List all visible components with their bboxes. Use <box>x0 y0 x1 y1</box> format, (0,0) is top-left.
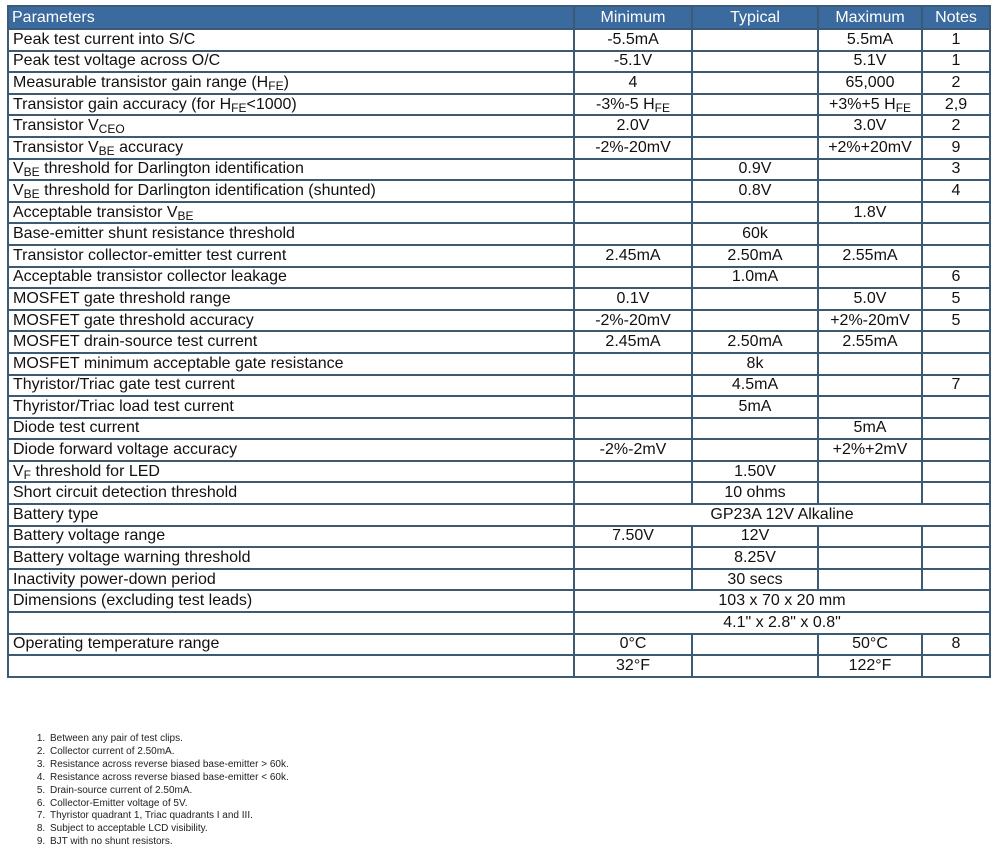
notes-cell: 5 <box>922 288 990 310</box>
parameter-cell <box>8 547 574 569</box>
cell-text: <1000) <box>246 95 297 113</box>
parameter-cell <box>8 569 574 591</box>
cell-text: 0.9V <box>738 160 772 178</box>
cell-text: Transistor V <box>13 138 99 156</box>
cell-text: Peak test voltage across O/C <box>13 52 221 70</box>
max-cell <box>818 137 922 159</box>
cell-text: MOSFET gate threshold range <box>13 289 231 307</box>
cell-text: 60k <box>742 225 768 243</box>
notes-cell <box>922 223 990 245</box>
min-cell <box>574 202 692 224</box>
cell-text: V <box>13 462 24 480</box>
max-cell <box>818 353 922 375</box>
typ-cell <box>692 115 818 137</box>
header-notes: Notes <box>922 6 990 29</box>
max-cell <box>818 396 922 418</box>
cell-text: 2.50mA <box>727 246 783 264</box>
subscript: FE <box>895 100 912 115</box>
cell-text: 1.0mA <box>731 268 779 286</box>
table-row <box>8 115 990 137</box>
header-parameters: Parameters <box>8 6 574 29</box>
min-cell <box>574 353 692 375</box>
notes-cell: 9 <box>922 137 990 159</box>
typ-cell <box>692 202 818 224</box>
cell-text: Acceptable transistor V <box>13 203 178 221</box>
table-row <box>8 137 990 159</box>
cell-text: ) <box>283 73 289 91</box>
notes-cell <box>922 569 990 591</box>
parameter-cell <box>8 482 574 504</box>
typ-cell <box>692 29 818 51</box>
min-cell <box>574 526 692 548</box>
cell-text: Transistor V <box>13 117 99 135</box>
min-cell <box>574 634 692 656</box>
notes-cell <box>922 461 990 483</box>
cell-text: -5.5mA <box>607 30 659 48</box>
max-cell <box>818 115 922 137</box>
cell-text: accuracy <box>114 138 184 156</box>
cell-text: Measurable transistor gain range (H <box>13 73 269 91</box>
cell-text: 2.0V <box>616 117 650 135</box>
footnote: 7. Thyristor quadrant 1, Triac quadrants I and III. <box>48 810 289 823</box>
subscript: BE <box>23 165 40 180</box>
parameter-cell <box>8 180 574 202</box>
typ-cell <box>692 94 818 116</box>
table-row <box>8 461 990 483</box>
notes-cell: 5 <box>922 310 990 332</box>
header-maximum: Maximum <box>818 6 922 29</box>
cell-text: Diode forward voltage accuracy <box>13 441 238 459</box>
min-cell <box>574 72 692 94</box>
table-row <box>8 202 990 224</box>
min-cell <box>574 569 692 591</box>
max-cell <box>818 655 922 677</box>
cell-text: MOSFET drain-source test current <box>13 333 258 351</box>
max-cell <box>818 310 922 332</box>
notes-cell <box>922 439 990 461</box>
max-cell <box>818 202 922 224</box>
cell-text: Short circuit detection threshold <box>13 484 238 502</box>
typ-cell <box>692 245 818 267</box>
cell-text: 5mA <box>853 419 887 437</box>
notes-cell <box>922 202 990 224</box>
cell-text: 2.55mA <box>842 246 898 264</box>
table-row <box>8 418 990 440</box>
typ-cell <box>692 482 818 504</box>
header-row <box>8 6 990 29</box>
max-cell <box>818 375 922 397</box>
table-row <box>8 29 990 51</box>
value-cell: GP23A 12V Alkaline <box>574 504 990 526</box>
parameter-cell <box>8 223 574 245</box>
max-cell <box>818 180 922 202</box>
cell-text: +2%+2mV <box>832 441 908 459</box>
table-row <box>8 439 990 461</box>
notes-cell <box>922 353 990 375</box>
cell-text: 0.1V <box>616 289 650 307</box>
table-row <box>8 482 990 504</box>
footnote: 8. Subject to acceptable LCD visibility. <box>48 823 289 836</box>
min-cell <box>574 482 692 504</box>
max-cell <box>818 51 922 73</box>
parameter-cell <box>8 115 574 137</box>
table-row <box>8 94 990 116</box>
cell-text: Dimensions (excluding test leads) <box>13 592 253 610</box>
notes-cell: 3 <box>922 159 990 181</box>
footnote: 2. Collector current of 2.50mA. <box>48 746 289 759</box>
cell-text: Diode test current <box>13 419 140 437</box>
min-cell <box>574 418 692 440</box>
parameter-cell <box>8 353 574 375</box>
notes-cell <box>922 482 990 504</box>
parameter-cell <box>8 202 574 224</box>
cell-text: 2.50mA <box>727 333 783 351</box>
table-row <box>8 375 990 397</box>
table-row <box>8 288 990 310</box>
max-cell <box>818 159 922 181</box>
cell-text: -2%-20mV <box>595 311 671 329</box>
min-cell <box>574 51 692 73</box>
typ-cell <box>692 51 818 73</box>
typ-cell <box>692 331 818 353</box>
max-cell <box>818 223 922 245</box>
cell-text: 1.50V <box>734 462 776 480</box>
table-row <box>8 547 990 569</box>
min-cell <box>574 288 692 310</box>
table-row <box>8 51 990 73</box>
value-cell: 4.1" x 2.8" x 0.8" <box>574 612 990 634</box>
min-cell <box>574 396 692 418</box>
footnote: 6. Collector-Emitter voltage of 5V. <box>48 798 289 811</box>
max-cell <box>818 94 922 116</box>
notes-cell: 8 <box>922 634 990 656</box>
subscript: FE <box>654 100 671 115</box>
parameter-cell <box>8 331 574 353</box>
min-cell <box>574 461 692 483</box>
min-cell <box>574 180 692 202</box>
typ-cell <box>692 310 818 332</box>
subscript: BE <box>23 186 40 201</box>
min-cell <box>574 159 692 181</box>
cell-text: 0.8V <box>738 181 772 199</box>
cell-text: +2%-20mV <box>830 311 910 329</box>
parameter-cell <box>8 504 574 526</box>
cell-text: 7.50V <box>612 527 654 545</box>
typ-cell <box>692 396 818 418</box>
table-row <box>8 72 990 94</box>
typ-cell <box>692 461 818 483</box>
table-row <box>8 310 990 332</box>
typ-cell <box>692 439 818 461</box>
table-row <box>8 331 990 353</box>
cell-text: -5.1V <box>613 52 653 70</box>
parameter-cell <box>8 375 574 397</box>
cell-text: -2%-2mV <box>599 441 667 459</box>
cell-text: 5.5mA <box>846 30 894 48</box>
min-cell <box>574 331 692 353</box>
cell-text: Acceptable transistor collector leakage <box>13 268 287 286</box>
cell-text: 122°F <box>848 657 892 675</box>
notes-cell: 2 <box>922 115 990 137</box>
cell-text: threshold for Darlington identification <box>39 160 304 178</box>
min-cell <box>574 655 692 677</box>
typ-cell <box>692 72 818 94</box>
cell-text: 0°C <box>619 635 647 653</box>
typ-cell <box>692 180 818 202</box>
cell-text: Thyristor/Triac load test current <box>13 397 234 415</box>
table-row <box>8 612 990 634</box>
parameter-cell <box>8 159 574 181</box>
min-cell <box>574 375 692 397</box>
cell-text: +3%+5 H <box>828 95 896 113</box>
table-row <box>8 569 990 591</box>
max-cell <box>818 526 922 548</box>
table-row <box>8 396 990 418</box>
parameter-cell <box>8 29 574 51</box>
max-cell <box>818 461 922 483</box>
cell-text: Peak test current into S/C <box>13 30 196 48</box>
typ-cell <box>692 375 818 397</box>
cell-text: 2.45mA <box>605 333 661 351</box>
parameter-cell <box>8 396 574 418</box>
header-typical: Typical <box>692 6 818 29</box>
cell-text: 5mA <box>738 397 772 415</box>
notes-cell <box>922 655 990 677</box>
table-body <box>8 29 990 677</box>
max-cell <box>818 482 922 504</box>
min-cell <box>574 115 692 137</box>
cell-text: V <box>13 181 24 199</box>
cell-text: 12V <box>740 527 770 545</box>
max-cell <box>818 418 922 440</box>
typ-cell <box>692 288 818 310</box>
cell-text: Battery type <box>13 505 99 523</box>
typ-cell <box>692 353 818 375</box>
parameter-cell <box>8 310 574 332</box>
parameter-cell <box>8 267 574 289</box>
notes-cell: 1 <box>922 51 990 73</box>
notes-cell <box>922 418 990 440</box>
max-cell <box>818 267 922 289</box>
cell-text: threshold for Darlington identification (shunted) <box>39 181 376 199</box>
cell-text: 30 secs <box>727 570 783 588</box>
max-cell <box>818 439 922 461</box>
typ-cell <box>692 569 818 591</box>
notes-cell <box>922 245 990 267</box>
max-cell <box>818 245 922 267</box>
notes-cell: 2 <box>922 72 990 94</box>
cell-text: Thyristor/Triac gate test current <box>13 376 235 394</box>
subscript: BE <box>177 208 194 223</box>
cell-text: 5.1V <box>853 52 887 70</box>
table-row <box>8 504 990 526</box>
notes-cell: 6 <box>922 267 990 289</box>
table-row <box>8 159 990 181</box>
cell-text: Battery voltage range <box>13 527 166 545</box>
cell-text: MOSFET gate threshold accuracy <box>13 311 254 329</box>
table-row <box>8 526 990 548</box>
table-row <box>8 245 990 267</box>
table-row <box>8 267 990 289</box>
cell-text: 50°C <box>852 635 888 653</box>
max-cell <box>818 288 922 310</box>
typ-cell <box>692 547 818 569</box>
subscript: CEO <box>98 122 125 137</box>
min-cell <box>574 439 692 461</box>
table-row <box>8 180 990 202</box>
parameter-cell <box>8 245 574 267</box>
notes-cell: 7 <box>922 375 990 397</box>
subscript: FE <box>268 78 284 93</box>
parameter-cell <box>8 72 574 94</box>
parameter-cell <box>8 655 574 677</box>
min-cell <box>574 245 692 267</box>
max-cell <box>818 569 922 591</box>
min-cell <box>574 94 692 116</box>
cell-text: V <box>13 160 24 178</box>
parameter-cell <box>8 51 574 73</box>
value-cell: 103 x 70 x 20 mm <box>574 590 990 612</box>
footnote: 3. Resistance across reverse biased base-emitter > 60k. <box>48 759 289 772</box>
subscript: BE <box>98 143 115 158</box>
notes-cell <box>922 526 990 548</box>
subscript: F <box>23 467 32 482</box>
cell-text: 8k <box>746 354 764 372</box>
typ-cell <box>692 223 818 245</box>
max-cell <box>818 331 922 353</box>
cell-text: 1.8V <box>853 203 887 221</box>
header-minimum: Minimum <box>574 6 692 29</box>
typ-cell <box>692 267 818 289</box>
min-cell <box>574 223 692 245</box>
cell-text: MOSFET minimum acceptable gate resistance <box>13 354 344 372</box>
cell-text: 5.0V <box>853 289 887 307</box>
cell-text: Transistor gain accuracy (for H <box>13 95 232 113</box>
typ-cell <box>692 526 818 548</box>
cell-text: Operating temperature range <box>13 635 220 653</box>
notes-cell <box>922 547 990 569</box>
typ-cell <box>692 418 818 440</box>
notes-cell <box>922 331 990 353</box>
cell-text: threshold for LED <box>31 462 160 480</box>
parameter-cell <box>8 634 574 656</box>
notes-cell: 4 <box>922 180 990 202</box>
cell-text: Transistor collector-emitter test current <box>13 246 287 264</box>
cell-text: Inactivity power-down period <box>13 570 216 588</box>
cell-text: 3.0V <box>853 117 887 135</box>
table-row <box>8 353 990 375</box>
typ-cell <box>692 159 818 181</box>
subscript: FE <box>231 100 247 115</box>
max-cell <box>818 634 922 656</box>
parameter-cell <box>8 590 574 612</box>
table-row <box>8 655 990 677</box>
parameter-cell <box>8 288 574 310</box>
specifications-table <box>7 5 991 678</box>
cell-text: 4 <box>628 73 638 91</box>
table-row <box>8 223 990 245</box>
max-cell <box>818 547 922 569</box>
notes-cell: 1 <box>922 29 990 51</box>
parameter-cell <box>8 137 574 159</box>
typ-cell <box>692 655 818 677</box>
cell-text: -2%-20mV <box>595 138 671 156</box>
cell-text: 8.25V <box>734 549 776 567</box>
parameter-cell <box>8 461 574 483</box>
parameter-cell <box>8 439 574 461</box>
cell-text: +2%+20mV <box>828 138 912 156</box>
notes-cell: 2,9 <box>922 94 990 116</box>
footnote: 4. Resistance across reverse biased base-emitter < 60k. <box>48 772 289 785</box>
footnote: 5. Drain-source current of 2.50mA. <box>48 785 289 798</box>
max-cell <box>818 72 922 94</box>
min-cell <box>574 267 692 289</box>
footnote: 1. Between any pair of test clips. <box>48 733 289 746</box>
table-row <box>8 634 990 656</box>
parameter-cell <box>8 526 574 548</box>
cell-text: 2.55mA <box>842 333 898 351</box>
table-row <box>8 590 990 612</box>
cell-text: 4.5mA <box>731 376 779 394</box>
footnote: 9. BJT with no shunt resistors. <box>48 836 289 849</box>
max-cell <box>818 29 922 51</box>
min-cell <box>574 547 692 569</box>
typ-cell <box>692 137 818 159</box>
cell-text: 65,000 <box>845 73 895 91</box>
cell-text: 10 ohms <box>724 484 786 502</box>
notes-cell <box>922 396 990 418</box>
parameter-cell <box>8 418 574 440</box>
min-cell <box>574 29 692 51</box>
typ-cell <box>692 634 818 656</box>
cell-text: Battery voltage warning threshold <box>13 549 251 567</box>
parameter-cell <box>8 94 574 116</box>
parameter-cell <box>8 612 574 634</box>
cell-text: 32°F <box>616 657 650 675</box>
cell-text: Base-emitter shunt resistance threshold <box>13 225 295 243</box>
footnotes-list <box>14 733 289 849</box>
min-cell <box>574 137 692 159</box>
min-cell <box>574 310 692 332</box>
cell-text: 2.45mA <box>605 246 661 264</box>
cell-text: -3%-5 H <box>595 95 655 113</box>
